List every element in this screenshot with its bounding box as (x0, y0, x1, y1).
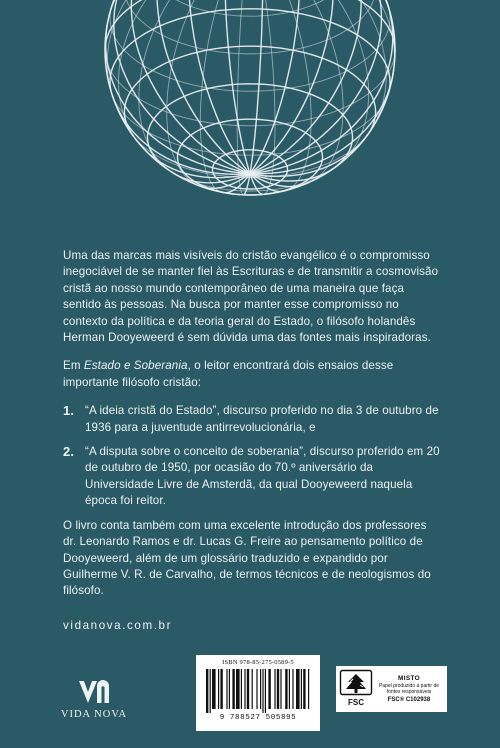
barcode-digits: 9 788527 505895 (219, 714, 297, 722)
barcode-bar (268, 669, 270, 709)
globe-illustration (100, 0, 400, 200)
book-intro-paragraph: Em Estado e Soberania, o leitor encontrará dois ensaios desse importante filósofo cristão: (63, 359, 394, 389)
list-number: 2. (63, 444, 75, 460)
globe-line (139, 0, 250, 172)
globe-line (250, 0, 275, 194)
barcode-bar (262, 669, 263, 713)
list-text: “A disputa sobre o conceito de soberania”, discurso proferido em 20 de outubro de 1950, por ocasião do 70.º aniversário da Universidade Livre de Amsterdã, da qual Dooyeweerd naquela época foi reitor. (85, 445, 440, 508)
barcode-bar (236, 669, 240, 709)
barcode-bar (285, 669, 287, 709)
barcode-bar (277, 669, 279, 709)
list-number: 1. (63, 403, 75, 419)
barcode-bar (301, 669, 302, 709)
globe-line (111, 91, 388, 155)
barcode-bar (244, 669, 245, 709)
barcode-bar (256, 669, 257, 709)
book-title: Estado e Soberania (83, 359, 188, 373)
barcode-bar (229, 669, 230, 709)
publisher-name: VIDA NOVA (60, 709, 128, 720)
list-text: “A ideia cristã do Estado”, discurso proferido no dia 3 de outubro de 1936 para a juventude antirrevolucionária, e (85, 404, 439, 434)
barcode-bar (232, 669, 234, 709)
closing-paragraph: O livro conta também com uma excelente introdução dos professores dr. Leonardo Ramos e dr. Lucas G. Freire ao pensamento político de Dooyeweerd, além de um glossário traduzido e expandido por Guilherme V. R. de Carvalho, de termos técnicos e de neologismos do filósofo. (63, 518, 431, 598)
globe-wireframe (100, 0, 400, 200)
barcode-bar (220, 669, 222, 709)
barcode-bar (241, 669, 242, 709)
website-url: vidanova.com.br (63, 619, 173, 632)
barcode-bar (308, 669, 309, 709)
isbn-label: ISBN 978-85-275-0589-5 (222, 659, 294, 666)
barcode-bar (289, 669, 290, 709)
barcode-bar (296, 669, 300, 709)
barcode-bar (247, 669, 249, 709)
fsc-code: FSC® C102938 (387, 697, 431, 703)
barcode-box (196, 655, 320, 731)
fsc-description: Papel produzido a partir de fontes responsáveis (378, 683, 440, 695)
intro-paragraph: Uma das marcas mais visíveis do cristão evangélico é o compromisso inegociável de se manter fiel às Escrituras e de transmitir a cosmovisão cristã ao nosso mundo contemporâneo de uma maneira que faça sentido às pessoas. Na busca por manter esse compromisso no contexto da política e da teoria geral do Estado, o filósofo holandês Herman Dooyeweerd é sem dúvida uma das fontes mais inspiradoras. (63, 249, 439, 345)
barcode-bar (212, 669, 216, 709)
globe-line (148, 0, 353, 16)
barcode-bar (252, 669, 253, 709)
globe-outline (105, 0, 395, 195)
barcode-bar (206, 669, 208, 713)
globe-line (107, 0, 250, 24)
fsc-tree-icon (339, 669, 373, 709)
barcode-bar (303, 669, 305, 709)
globe-line (250, 0, 382, 174)
list-item (63, 403, 441, 436)
globe-line (250, 0, 393, 174)
fsc-certification (336, 666, 447, 712)
fsc-misto: MISTO (398, 675, 420, 682)
barcode-bar (274, 669, 275, 709)
barcode-bar (265, 669, 266, 713)
globe-line (250, 0, 311, 190)
barcode-icon (203, 669, 313, 713)
essay-list (63, 403, 441, 509)
barcode-bar (280, 669, 281, 709)
vida-nova-logo-icon (77, 678, 111, 706)
publisher-logo (60, 678, 128, 720)
barcode-bar (292, 669, 293, 709)
list-item (63, 444, 441, 510)
barcode-bar (210, 669, 211, 713)
barcode-bar (218, 669, 219, 709)
globe-line (250, 0, 263, 174)
fsc-label: FSC (348, 698, 364, 707)
barcode-bar (226, 669, 227, 709)
back-cover-text (63, 248, 441, 612)
barcode-bar (260, 669, 261, 709)
